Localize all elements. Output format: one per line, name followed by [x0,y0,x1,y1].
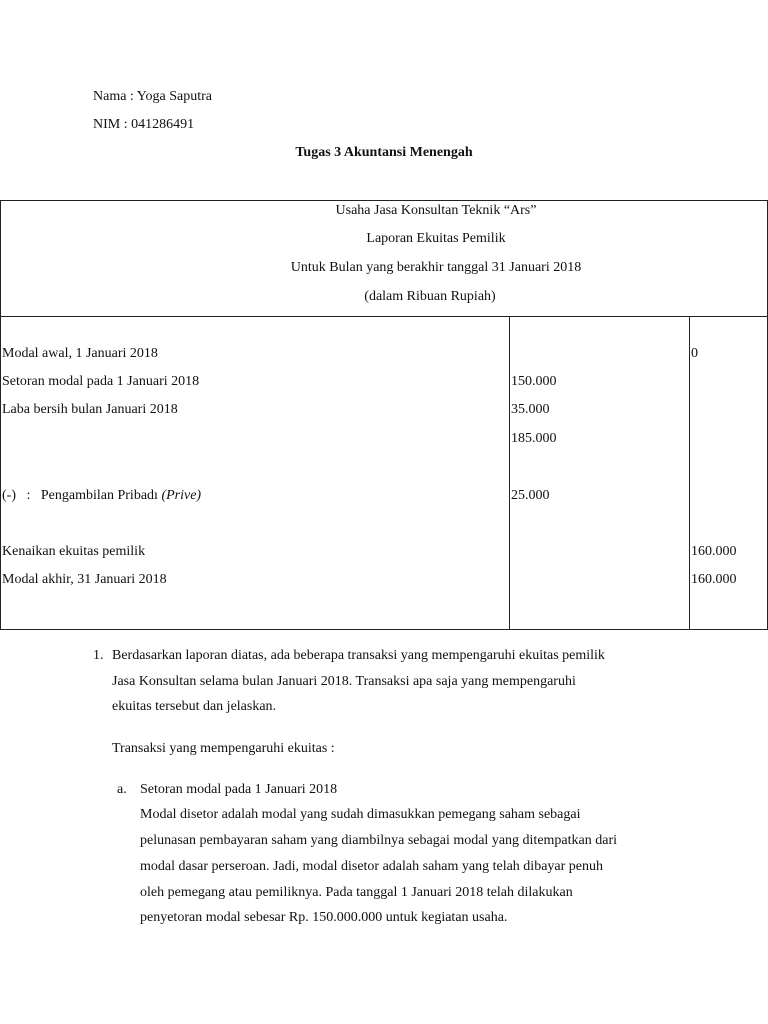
table-row-label: Setoran modal pada 1 Januari 2018 [2,374,200,389]
report-company: Usaha Jasa Konsultan Teknik “Ars” [335,203,537,218]
table-row-label: Kenaikan ekuitas pemilik [2,544,146,559]
prive-prefix: (-) [2,488,16,503]
report-name: Laporan Ekuitas Pemilik [366,231,506,246]
student-nim: NIM : 041286491 [93,117,195,132]
question-line: ekuitas tersebut dan jelaskan. [112,699,277,714]
table-col-divider-2 [689,316,690,630]
student-name: Nama : Yoga Saputra [93,89,212,104]
table-row-col1: 185.000 [511,431,557,446]
table-row-col1: 25.000 [511,488,550,503]
table-row-col1: 35.000 [511,402,550,417]
page-title: Tugas 3 Akuntansi Menengah [295,145,473,160]
item-a-line: penyetoran modal sebesar Rp. 150.000.000 untuk kegiatan usaha. [140,910,508,925]
item-a-title: Setoran modal pada 1 Januari 2018 [140,782,338,797]
table-row-col2: 160.000 [691,544,737,559]
table-row-label [2,487,201,505]
prive-italic: (Prive) [161,488,202,503]
item-a-line: Modal disetor adalah modal yang sudah dimasukkan pemegang saham sebagai [140,807,581,822]
table-header-divider [0,316,768,317]
table-row-col2: 0 [691,346,698,361]
table-row-label: Modal awal, 1 Januari 2018 [2,346,158,361]
question-line: Berdasarkan laporan diatas, ada beberapa transaksi yang mempengaruhi ekuitas pemilik [112,648,605,663]
item-a-marker: a. [117,782,127,797]
table-row-col2: 160.000 [691,572,737,587]
item-a-line: oleh pemegang atau pemiliknya. Pada tanggal 1 Januari 2018 telah dilakukan [140,885,573,900]
question-number: 1. [93,648,104,663]
report-period: Untuk Bulan yang berakhir tanggal 31 Januari 2018 [290,260,582,275]
table-row-label: Modal akhir, 31 Januari 2018 [2,572,167,587]
prive-label: Pengambilan Pribadı [40,488,158,503]
item-a-line: pelunasan pembayaran saham yang diambilnya sebagai modal yang ditempatkan dari [140,833,618,848]
answer-intro: Transaksi yang mempengaruhi ekuitas : [112,741,335,756]
table-row-label: Laba bersih bulan Januari 2018 [2,402,178,417]
prive-colon: : [26,488,31,503]
table-col-divider-1 [509,316,510,630]
report-unit: (dalam Ribuan Rupiah) [364,289,496,304]
item-a-line: modal dasar perseroan. Jadi, modal disetor adalah saham yang telah dibayar penuh [140,859,604,874]
question-line: Jasa Konsultan selama bulan Januari 2018. Transaksi apa saja yang mempengaruhi [112,674,576,689]
table-row-col1: 150.000 [511,374,557,389]
